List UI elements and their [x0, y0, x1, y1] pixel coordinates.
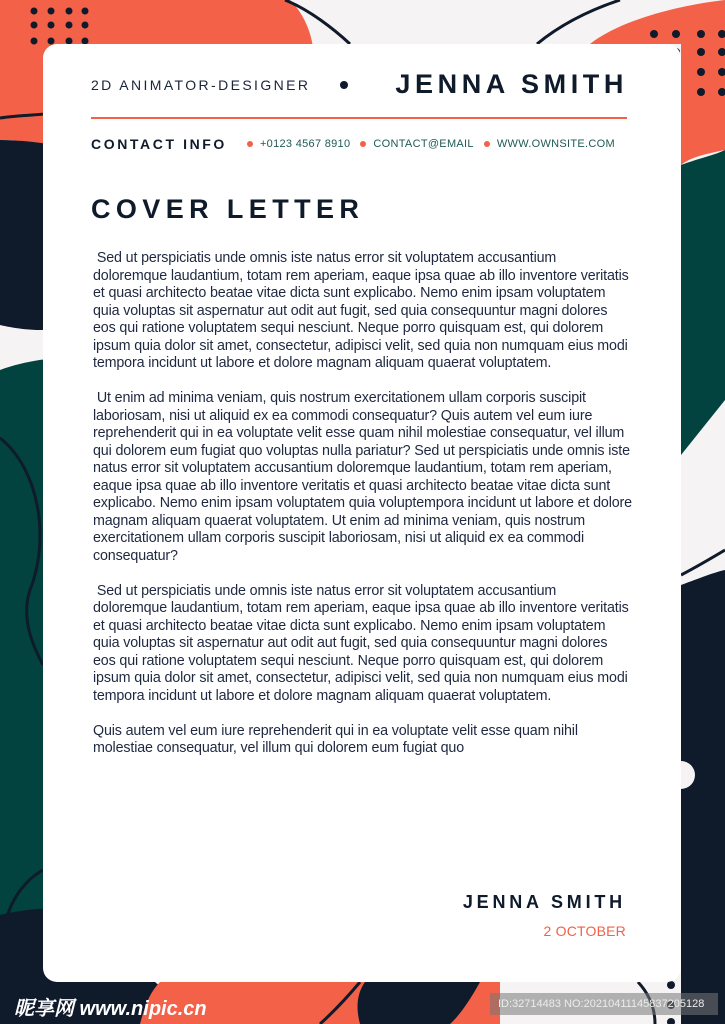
paragraph: Sed ut perspiciatis unde omnis iste natus error sit voluptatem accusantium doloremque laudantium, totam rem aperiam, eaque ipsa quae ab illo inventore veritatis et quasi architecto beatae vitae dicta sunt explicabo. Nemo enim ipsam voluptatem quia voluptas sit aspernatur aut odit aut fugit, sed quia consequuntur magni dolores eos qui ratione voluptatem sequi nesciunt. Neque porro quisquam est, qui dolorem ipsum quia dolor sit amet, consectetur, adipisci velit, sed quia non numquam eius modi tempora incidunt ut labore et dolore magnam aliquam quaerat voluptatem.: [93, 250, 633, 371]
letter-title: COVER LETTER: [91, 194, 365, 224]
separator-dot-icon: [340, 81, 348, 89]
watermark-site: 昵享网 www.nipic.cn: [14, 998, 207, 1020]
contact-website[interactable]: [484, 138, 615, 150]
contact-info-title: CONTACT INFO: [91, 136, 227, 152]
header-name: JENNA SMITH: [395, 69, 628, 99]
contact-phone[interactable]: [247, 138, 350, 150]
letter-card: [43, 44, 681, 982]
signature-date: 2 OCTOBER: [543, 923, 626, 939]
contact-website-text: WWW.OWNSITE.COM: [496, 138, 615, 150]
signature-name: JENNA SMITH: [462, 892, 626, 912]
bullet-dot-icon: [484, 141, 490, 147]
contact-email-text: CONTACT@EMAIL: [373, 138, 474, 150]
letter-body: [93, 250, 636, 775]
contact-phone-text: +0123 4567 8910: [259, 138, 351, 150]
job-role: 2D ANIMATOR-DESIGNER: [91, 77, 311, 93]
contact-email[interactable]: [360, 138, 473, 150]
contact-info-row: [91, 134, 627, 154]
header-divider: [91, 117, 627, 119]
bullet-dot-icon: [360, 141, 366, 147]
watermark-id: ID:32714483 NO:20210411145837205128: [490, 993, 718, 1015]
paragraph: Sed ut perspiciatis unde omnis iste natus error sit voluptatem accusantium doloremque laudantium, totam rem aperiam, eaque ipsa quae ab illo inventore veritatis et quasi architecto beatae vitae dicta sunt explicabo. Nemo enim ipsam voluptatem quia voluptas sit aspernatur aut odit aut fugit, sed quia consequuntur magni dolores eos qui ratione voluptatem sequi nesciunt. Neque porro quisquam est, qui dolorem ipsum quia dolor sit amet, consectetur, adipisci velit, sed quia non numquam eius modi tempora incidunt ut labore et dolore magnam aliquam quaerat voluptatem.: [93, 582, 633, 704]
bullet-dot-icon: [247, 141, 253, 147]
navy-blob-right: [681, 570, 725, 1024]
paragraph: Quis autem vel eum iure reprehenderit qui in ea voluptate velit esse quam nihil molestiae consequatur, vel illum qui dolorem eum fugiat quo: [93, 722, 582, 756]
paragraph: Ut enim ad minima veniam, quis nostrum exercitationem ullam corporis suscipit laboriosam, nisi ut aliquid ex ea commodi consequatur? Quis autem vel eum iure reprehenderit qui in ea voluptate velit esse quam nihil molestiae consequatur, vel illum qui dolorem eum fugiat quo voluptas nulla pariatur? Sed ut perspiciatis unde omnis iste natus error sit voluptatem accusantium doloremque laudantium, totam rem aperiam, eaque ipsa quae ab illo inventore veritatis et quasi architecto beatae vitae dicta sunt explicabo. Nemo enim ipsam voluptatem quia voluptempora incidunt ut labore et dolore magnam aliquam quaerat voluptatem. Ut enim ad minima veniam, quis nostrum exercitationem ullam corporis suscipit laboriosam, nisi ut aliquid ex ea commodi consequatur?: [93, 390, 636, 564]
